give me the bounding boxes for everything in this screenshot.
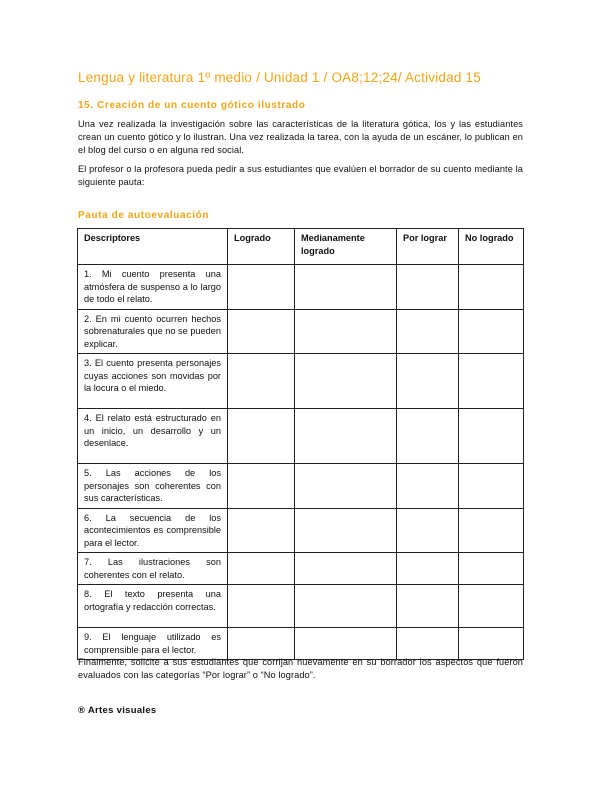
table-row: [78, 354, 524, 409]
logrado-cell[interactable]: [228, 628, 295, 660]
rubric-table: [77, 228, 524, 660]
logrado-cell[interactable]: [228, 585, 295, 628]
column-header-no-logrado: No logrado: [459, 229, 524, 265]
por-lograr-cell[interactable]: [397, 409, 459, 464]
no-logrado-cell[interactable]: [459, 464, 524, 509]
table-row: [78, 628, 524, 660]
no-logrado-cell[interactable]: [459, 508, 524, 553]
table-row: [78, 553, 524, 585]
column-header-logrado: Logrado: [228, 229, 295, 265]
medianamente-logrado-cell[interactable]: [295, 409, 397, 464]
table-row: [78, 508, 524, 553]
no-logrado-cell[interactable]: [459, 309, 524, 354]
closing-paragraph: Finalmente, solicite a sus estudiantes que corrijan nuevamente en su borrador los aspectos que fueron evaluados con las categorías “Por lograr” o “No logrado”.: [78, 657, 523, 680]
por-lograr-cell[interactable]: [397, 628, 459, 660]
por-lograr-cell[interactable]: [397, 464, 459, 509]
medianamente-logrado-cell[interactable]: [295, 585, 397, 628]
descriptor-cell: 1. Mi cuento presenta una atmósfera de suspenso a lo largo de todo el relato.: [78, 265, 228, 310]
por-lograr-cell[interactable]: [397, 309, 459, 354]
no-logrado-cell[interactable]: [459, 585, 524, 628]
por-lograr-cell[interactable]: [397, 508, 459, 553]
table-row: [78, 464, 524, 509]
descriptor-cell: 8. El texto presenta una ortografía y redacción correctas.: [78, 585, 228, 628]
table-header-row: [78, 229, 524, 265]
no-logrado-cell[interactable]: [459, 354, 524, 409]
medianamente-logrado-cell[interactable]: [295, 265, 397, 310]
descriptor-cell: 3. El cuento presenta personajes cuyas acciones son movidas por la locura o el miedo.: [78, 354, 228, 409]
rubric-heading: Pauta de autoevaluación: [78, 210, 210, 221]
por-lograr-cell[interactable]: [397, 553, 459, 585]
footer-label: ® Artes visuales: [78, 705, 157, 716]
logrado-cell[interactable]: [228, 409, 295, 464]
no-logrado-cell[interactable]: [459, 628, 524, 660]
logrado-cell[interactable]: [228, 464, 295, 509]
medianamente-logrado-cell[interactable]: [295, 553, 397, 585]
por-lograr-cell[interactable]: [397, 265, 459, 310]
table-row: [78, 409, 524, 464]
table-row: [78, 309, 524, 354]
medianamente-logrado-cell[interactable]: [295, 464, 397, 509]
descriptor-cell: 4. El relato está estructurado en un inicio, un desarrollo y un desenlace.: [78, 409, 228, 464]
descriptor-cell: 9. El lenguaje utilizado es comprensible para el lector.: [78, 628, 228, 660]
medianamente-logrado-cell[interactable]: [295, 309, 397, 354]
no-logrado-cell[interactable]: [459, 553, 524, 585]
medianamente-logrado-cell[interactable]: [295, 508, 397, 553]
descriptor-cell: 5. Las acciones de los personajes son coherentes con sus características.: [78, 464, 228, 509]
column-header-descriptores: Descriptores: [78, 229, 228, 265]
por-lograr-cell[interactable]: [397, 354, 459, 409]
table-row: [78, 585, 524, 628]
medianamente-logrado-cell[interactable]: [295, 354, 397, 409]
logrado-cell[interactable]: [228, 354, 295, 409]
column-header-por-lograr: Por lograr: [397, 229, 459, 265]
page-title: Lengua y literatura 1º medio / Unidad 1 / OA8;12;24/ Actividad 15: [78, 70, 481, 85]
por-lograr-cell[interactable]: [397, 585, 459, 628]
logrado-cell[interactable]: [228, 309, 295, 354]
medianamente-logrado-cell[interactable]: [295, 628, 397, 660]
logrado-cell[interactable]: [228, 508, 295, 553]
section-heading: 15. Creación de un cuento gótico ilustrado: [78, 100, 306, 111]
no-logrado-cell[interactable]: [459, 265, 524, 310]
column-header-medianamente-logrado: Medianamente logrado: [295, 229, 397, 265]
instruction-paragraph: El profesor o la profesora pueda pedir a sus estudiantes que evalúen el borrador de su cuento mediante la siguiente pauta:: [78, 164, 523, 187]
intro-paragraph: Una vez realizada la investigación sobre las características de la literatura gótica, los y las estudiantes crean un cuento gótico y lo ilustran. Una vez realizada la tarea, con la ayuda de un escáner, lo publican en el blog del curso o en alguna red social.: [78, 119, 523, 155]
no-logrado-cell[interactable]: [459, 409, 524, 464]
table-row: [78, 265, 524, 310]
logrado-cell[interactable]: [228, 265, 295, 310]
descriptor-cell: 6. La secuencia de los acontecimientos es comprensible para el lector.: [78, 508, 228, 553]
descriptor-cell: 2. En mi cuento ocurren hechos sobrenaturales que no se pueden explicar.: [78, 309, 228, 354]
descriptor-cell: 7. Las ilustraciones son coherentes con el relato.: [78, 553, 228, 585]
logrado-cell[interactable]: [228, 553, 295, 585]
